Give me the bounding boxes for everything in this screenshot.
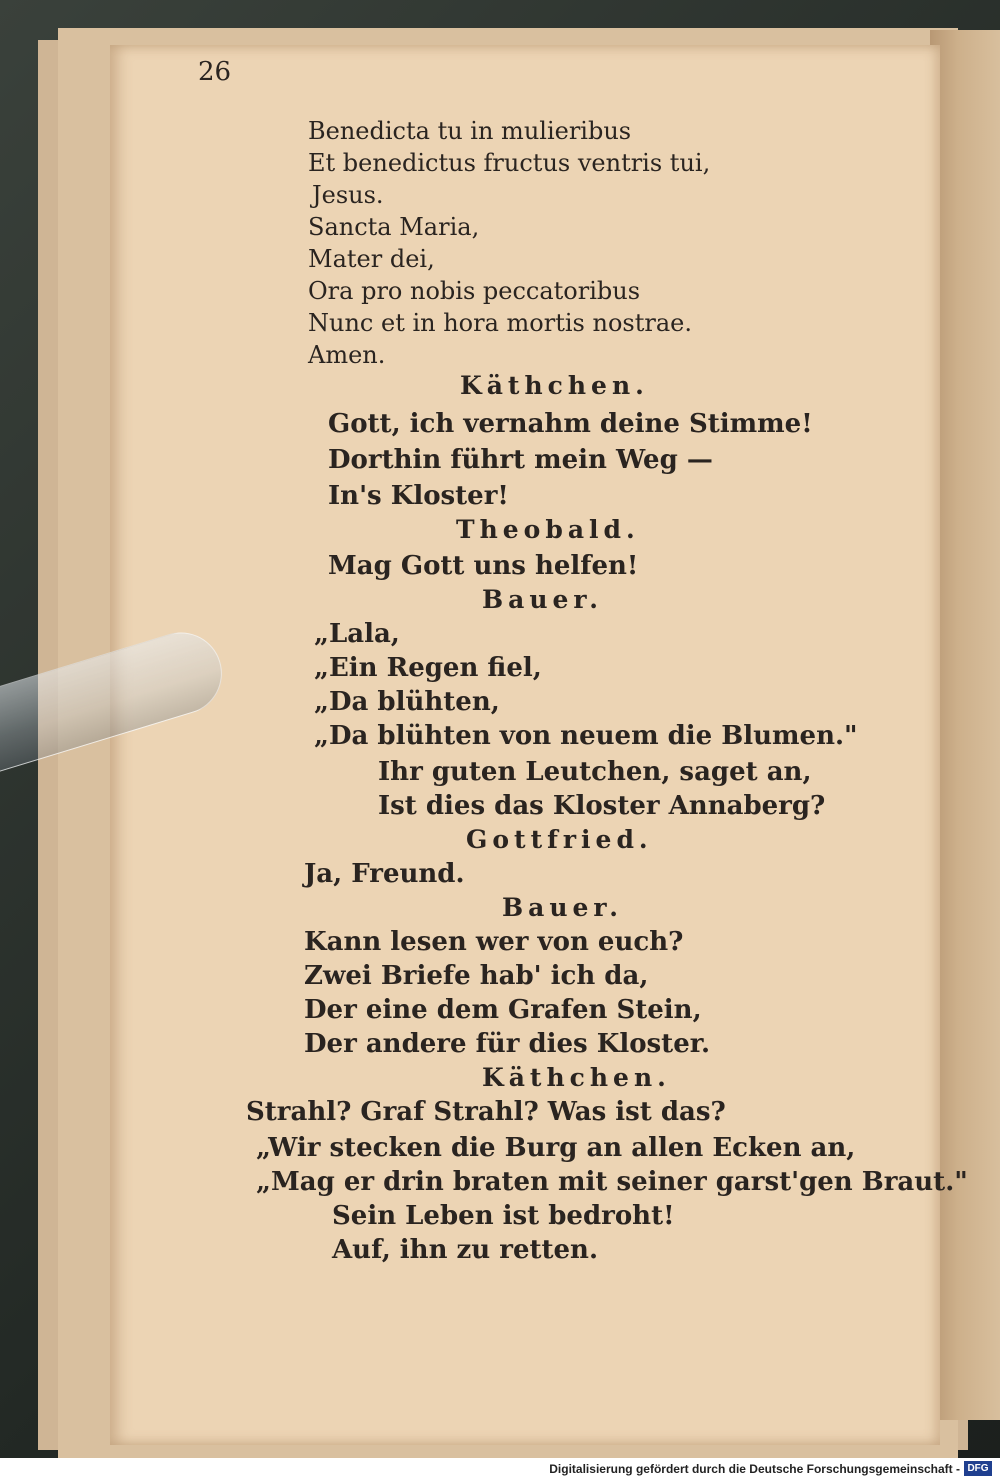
digitization-credit: Digitalisierung gefördert durch die Deutsche Forschungsgemeinschaft - xyxy=(549,1462,960,1476)
dfg-logo: DFG xyxy=(964,1461,992,1476)
verse-line: Strahl? Graf Strahl? Was ist das? xyxy=(246,1097,726,1127)
speaker-name: Käthchen. xyxy=(460,371,649,400)
latin-line: Benedicta tu in mulieribus xyxy=(308,117,632,145)
speaker-name: Käthchen. xyxy=(482,1063,671,1092)
latin-line: Jesus. xyxy=(312,181,384,209)
verse-line: „Wir stecken die Burg an allen Ecken an, xyxy=(256,1133,856,1163)
verse-line: Gott, ich vernahm deine Stimme! xyxy=(328,409,813,439)
latin-line: Et benedictus fructus ventris tui, xyxy=(308,149,711,177)
verse-line: Ihr guten Leutchen, saget an, xyxy=(378,757,812,787)
verse-line: „Da blühten, xyxy=(314,687,500,717)
verse-line: Auf, ihn zu retten. xyxy=(332,1235,599,1265)
verse-line: Zwei Briefe hab' ich da, xyxy=(304,961,649,991)
speaker-name: Bauer. xyxy=(502,893,623,922)
verse-line: Sein Leben ist bedroht! xyxy=(332,1201,675,1231)
verse-line: In's Kloster! xyxy=(328,481,509,511)
right-page-edge xyxy=(930,30,1000,1420)
verse-line: „Mag er drin braten mit seiner garst'gen Braut." xyxy=(256,1167,968,1197)
speaker-name: Theobald. xyxy=(456,515,640,544)
speaker-name: Bauer. xyxy=(482,585,603,614)
verse-line: Ja, Freund. xyxy=(304,859,465,889)
latin-line: Sancta Maria, xyxy=(308,213,480,241)
latin-line: Nunc et in hora mortis nostrae. xyxy=(308,309,692,337)
latin-line: Ora pro nobis peccatoribus xyxy=(308,277,641,305)
verse-line: Ist dies das Kloster Annaberg? xyxy=(378,791,826,821)
verse-line: Der eine dem Grafen Stein, xyxy=(304,995,702,1025)
verse-line: „Ein Regen fiel, xyxy=(314,653,542,683)
latin-line: Amen. xyxy=(308,341,386,369)
speaker-name: Gottfried. xyxy=(466,825,653,854)
verse-line: „Lala, xyxy=(314,619,400,649)
verse-line: Der andere für dies Kloster. xyxy=(304,1029,711,1059)
book-page xyxy=(110,45,968,1445)
verse-line: Kann lesen wer von euch? xyxy=(304,927,684,957)
verse-line: Dorthin führt mein Weg — xyxy=(328,445,713,475)
page-number: 26 xyxy=(198,57,232,87)
verse-line: „Da blühten von neuem die Blumen." xyxy=(314,721,858,751)
verse-line: Mag Gott uns helfen! xyxy=(328,551,639,581)
latin-line: Mater dei, xyxy=(308,245,435,273)
